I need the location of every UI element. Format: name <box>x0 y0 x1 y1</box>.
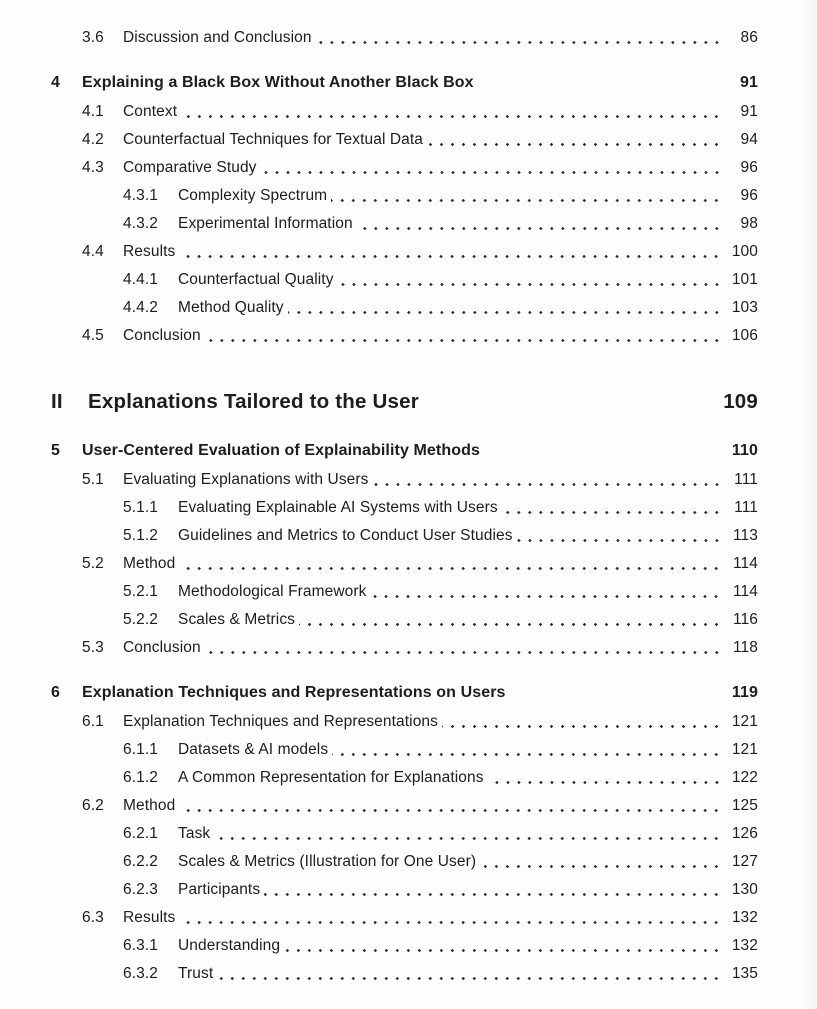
toc-entry-number: 4.3 <box>82 159 104 176</box>
dot-leader <box>299 606 723 634</box>
toc-entry-number: 6 <box>51 684 60 701</box>
dot-leader <box>442 708 723 736</box>
dot-leader <box>179 238 723 266</box>
toc-entry-6-1-2[interactable] <box>51 764 758 792</box>
toc-entry-page: 86 <box>740 29 758 46</box>
toc-entry-page: 116 <box>732 611 758 628</box>
dot-leader <box>480 848 723 876</box>
toc-entry-number: 5.2.1 <box>123 583 158 600</box>
toc-entry-6-3[interactable] <box>51 904 758 932</box>
dot-leader <box>179 550 723 578</box>
toc-entry-number: 5.1 <box>82 471 104 488</box>
toc-entry-title: Comparative Study <box>123 159 257 176</box>
toc-entry-4-4-2[interactable] <box>51 294 758 322</box>
toc-entry-number: 4.1 <box>82 103 104 120</box>
toc-entry-number: 5.2.2 <box>123 611 158 628</box>
toc-entry-page: 111 <box>734 471 758 488</box>
toc-entry-page: 127 <box>731 853 758 870</box>
toc-entry-page: 110 <box>731 442 758 459</box>
dot-leader <box>331 182 723 210</box>
toc-entry-page: 113 <box>732 527 758 544</box>
toc-entry-4-4[interactable] <box>51 238 758 266</box>
toc-entry-title: Guidelines and Metrics to Conduct User Studies <box>178 527 513 544</box>
toc-entry-page: 109 <box>723 390 758 413</box>
toc-entry-title: Complexity Spectrum <box>178 187 328 204</box>
dot-leader <box>478 68 723 98</box>
toc-entry-6-1[interactable] <box>51 708 758 736</box>
toc-entry-number: 6.3.1 <box>123 937 158 954</box>
toc-entry-number: 3.6 <box>82 29 104 46</box>
toc-entry-title: Counterfactual Quality <box>178 271 334 288</box>
toc-entry-number: 4.5 <box>82 327 104 344</box>
toc-entry-number: 4.4.2 <box>123 299 158 316</box>
toc-entry-4-5[interactable] <box>51 322 758 350</box>
toc-entry-title: Discussion and Conclusion <box>123 29 312 46</box>
toc-entry-5[interactable] <box>51 436 758 466</box>
toc-entry-number: 6.1.2 <box>123 769 158 786</box>
toc-entry-title: Context <box>123 103 178 120</box>
dot-leader <box>288 294 723 322</box>
dot-leader <box>205 322 723 350</box>
dot-leader <box>370 578 723 606</box>
toc-entry-page: 96 <box>740 159 758 176</box>
toc-entry-title: Explanations Tailored to the User <box>88 390 419 413</box>
dot-leader <box>179 792 723 820</box>
toc-entry-5-2[interactable] <box>51 550 758 578</box>
toc-entry-number: II <box>51 390 63 413</box>
toc-entry-number: 5.1.2 <box>123 527 158 544</box>
toc-entry-3-6[interactable] <box>51 24 758 52</box>
toc-entry-page: 91 <box>740 103 758 120</box>
toc-entry-number: 4 <box>51 74 60 91</box>
toc-entry-title: Task <box>178 825 211 842</box>
toc-entry-page: 118 <box>732 639 758 656</box>
toc-entry-title: Method <box>123 555 176 572</box>
toc-entry-page: 98 <box>740 215 758 232</box>
toc-entry-title: Results <box>123 243 176 260</box>
toc-entry-6-3-2[interactable] <box>51 960 758 988</box>
dot-leader <box>484 436 723 466</box>
toc-entry-5-1-1[interactable] <box>51 494 758 522</box>
toc-entry-number: 5 <box>51 442 60 459</box>
toc-entry-page: 132 <box>731 909 758 926</box>
toc-entry-4-3-1[interactable] <box>51 182 758 210</box>
toc-entry-title: Method <box>123 797 176 814</box>
toc-entry-title: Understanding <box>178 937 281 954</box>
toc-entry-5-3[interactable] <box>51 634 758 662</box>
toc-entry-page: 135 <box>731 965 758 982</box>
toc-entry-page: 111 <box>734 499 758 516</box>
toc-entry-page: 125 <box>731 797 758 814</box>
toc-entry-5-2-2[interactable] <box>51 606 758 634</box>
toc-entry-title: Results <box>123 909 176 926</box>
dot-leader <box>488 764 723 792</box>
toc-entry-5-1[interactable] <box>51 466 758 494</box>
toc-entry-4-1[interactable] <box>51 98 758 126</box>
toc-entry-page: 103 <box>731 299 758 316</box>
dot-leader <box>261 154 723 182</box>
toc-entry-page: 96 <box>740 187 758 204</box>
toc-entry-number: 4.2 <box>82 131 104 148</box>
toc-entry-page: 114 <box>732 555 758 572</box>
toc-entry-title: Counterfactual Techniques for Textual Data <box>123 131 424 148</box>
toc-entry-title: Explaining a Black Box Without Another Black Box <box>82 74 474 91</box>
toc-entry-4[interactable] <box>51 68 758 98</box>
toc-entry-page: 132 <box>731 937 758 954</box>
toc-entry-title: A Common Representation for Explanations <box>178 769 484 786</box>
toc-entry-page: 106 <box>731 327 758 344</box>
dot-leader <box>217 960 723 988</box>
dot-leader <box>332 736 723 764</box>
dot-leader <box>214 820 723 848</box>
toc-entry-title: Datasets & AI models <box>178 741 329 758</box>
toc-entry-number: 6.2.1 <box>123 825 158 842</box>
toc-entry-number: 6.2.2 <box>123 853 158 870</box>
toc-entry-page: 100 <box>731 243 758 260</box>
toc-entry-page: 91 <box>740 74 758 91</box>
toc-entry-number: 4.3.1 <box>123 187 158 204</box>
toc-entry-title: Trust <box>178 965 214 982</box>
toc-entry-title: Conclusion <box>123 639 201 656</box>
toc-entry-title: Explanation Techniques and Representations on Users <box>82 684 506 701</box>
toc-entry-6-1-1[interactable] <box>51 736 758 764</box>
toc-entry-5-1-2[interactable] <box>51 522 758 550</box>
dot-leader <box>373 466 724 494</box>
dot-leader <box>510 678 723 708</box>
dot-leader <box>284 932 723 960</box>
toc-entry-page: 119 <box>731 684 758 701</box>
toc-entry-5-2-1[interactable] <box>51 578 758 606</box>
toc-entry-6-2-1[interactable] <box>51 820 758 848</box>
toc-entry-4-2[interactable] <box>51 126 758 154</box>
toc-entry-page: 101 <box>731 271 758 288</box>
dot-leader <box>357 210 723 238</box>
toc-entry-title: Methodological Framework <box>178 583 367 600</box>
toc-entry-number: 4.4.1 <box>123 271 158 288</box>
toc-entry-6-2-2[interactable] <box>51 848 758 876</box>
toc-entry-title: Experimental Information <box>178 215 353 232</box>
toc-entry-page: 121 <box>731 713 758 730</box>
toc-entry-page: 122 <box>731 769 758 786</box>
toc-entry-6[interactable] <box>51 678 758 708</box>
toc-entry-number: 6.1.1 <box>123 741 158 758</box>
toc-entry-4-3-2[interactable] <box>51 210 758 238</box>
toc-entry-title: Method Quality <box>178 299 284 316</box>
toc-entry-number: 4.4 <box>82 243 104 260</box>
toc-entry-page: 126 <box>731 825 758 842</box>
toc-entry-title: Scales & Metrics <box>178 611 296 628</box>
dot-leader <box>179 904 723 932</box>
toc-entry-number: 4.3.2 <box>123 215 158 232</box>
toc-entry-page: 94 <box>740 131 758 148</box>
dot-leader <box>502 494 723 522</box>
toc-entry-number: 6.3.2 <box>123 965 158 982</box>
toc-entry-number: 6.2.3 <box>123 881 158 898</box>
toc-entry-title: Evaluating Explainable AI Systems with Users <box>178 499 498 516</box>
toc-entry-title: Scales & Metrics (Illustration for One User) <box>178 853 477 870</box>
dot-leader <box>316 24 723 52</box>
toc-entry-number: 5.3 <box>82 639 104 656</box>
dot-leader <box>427 126 723 154</box>
toc-entry-6-3-1[interactable] <box>51 932 758 960</box>
toc-entry-page: 121 <box>731 741 758 758</box>
toc-entry-6-2-3[interactable] <box>51 876 758 904</box>
dot-leader <box>181 98 723 126</box>
toc-entry-ii[interactable] <box>51 384 758 420</box>
dot-leader <box>517 522 723 550</box>
toc-entry-number: 5.1.1 <box>123 499 158 516</box>
toc-entry-page: 130 <box>731 881 758 898</box>
dot-leader <box>423 384 718 420</box>
toc-entry-page: 114 <box>732 583 758 600</box>
toc-entry-number: 5.2 <box>82 555 104 572</box>
toc-entry-title: Conclusion <box>123 327 201 344</box>
toc-entry-title: Participants <box>178 881 261 898</box>
dot-leader <box>264 876 723 904</box>
toc-entry-6-2[interactable] <box>51 792 758 820</box>
toc-entry-number: 6.3 <box>82 909 104 926</box>
toc-entry-4-4-1[interactable] <box>51 266 758 294</box>
toc-entry-number: 6.1 <box>82 713 104 730</box>
toc-entry-title: Explanation Techniques and Representations <box>123 713 438 730</box>
toc-entry-title: User-Centered Evaluation of Explainability Methods <box>82 442 480 459</box>
toc-entry-title: Evaluating Explanations with Users <box>123 471 369 488</box>
dot-leader <box>338 266 723 294</box>
toc-entry-number: 6.2 <box>82 797 104 814</box>
dot-leader <box>205 634 723 662</box>
toc-entry-4-3[interactable] <box>51 154 758 182</box>
